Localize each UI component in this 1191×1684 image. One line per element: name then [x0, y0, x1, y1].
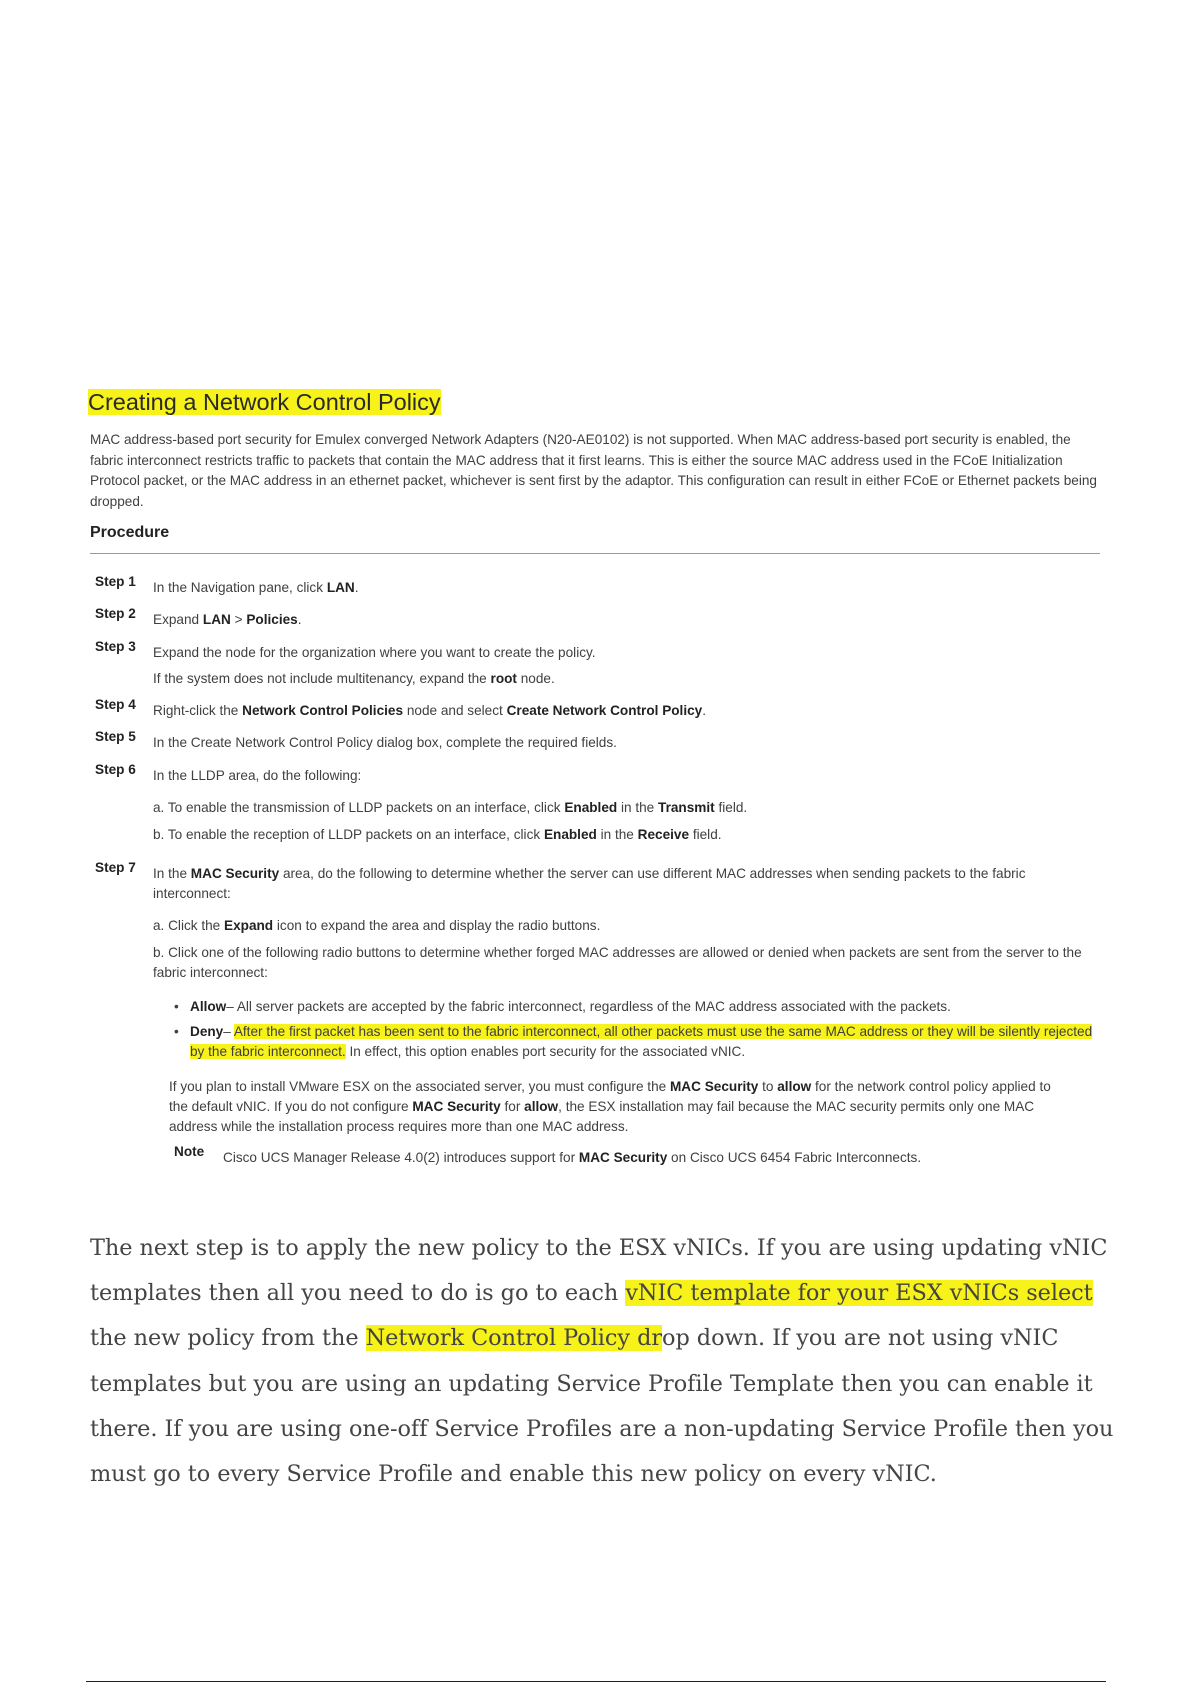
footer-rule: [86, 1681, 1106, 1682]
bullet-allow: • Allow– All server packets are accepted by the fabric interconnect, regardless of the MAC address associated with the packets.: [190, 997, 1100, 1017]
bullet-icon: •: [174, 1024, 179, 1039]
step-text: Expand the node for the organization where you want to create the policy.: [153, 645, 596, 660]
highlight-vnic-template: vNIC template for your ESX vNICs select: [625, 1280, 1093, 1307]
step-6-sub-b: b. To enable the reception of LLDP packets on an interface, click Enabled in the Receive field.: [153, 827, 722, 842]
step-text: Right-click the Network Control Policies node and select Create Network Control Policy.: [153, 703, 707, 718]
body-paragraph: The next step is to apply the new policy to the ESX vNICs. If you are using updating vNIC templates then all you need to do is go to each vNIC template for your ESX vNICs select the new policy from the Network Control Policy drop down. If you are not using vNIC templates but you are using an updating Service Profile Template then you can enable it there. If you are using one-off Service Profiles are a non-updating Service Profile then you must go to every Service Profile and enable this new policy on every vNIC.: [90, 1235, 1114, 1488]
bullet-deny: • Deny– After the first packet has been sent to the fabric interconnect, all other packets must use the same MAC address or they will be silently rejected by the fabric interconnect. In effect, this option enables port security for the associated vNIC.: [174, 1024, 1093, 1059]
title-highlight: Creating a Network Control Policy: [88, 389, 441, 415]
divider: [90, 553, 1100, 554]
esx-paragraph: If you plan to install VMware ESX on the associated server, you must configure the MAC Security to allow for the network control policy applied to the default vNIC. If you do not configure MAC Security for allow, the ESX installation may fail because the MAC security permits only one MAC address while the installation process requires more than one MAC address.: [169, 1079, 1051, 1134]
step-label: Step 7: [95, 860, 136, 875]
step-text: In the Navigation pane, click LAN.: [153, 580, 359, 595]
note-text: Cisco UCS Manager Release 4.0(2) introduces support for MAC Security on Cisco UCS 6454 Fabric Interconnects.: [223, 1150, 922, 1165]
step-label: Step 3: [95, 639, 136, 654]
step-label: Step 1: [95, 574, 136, 589]
step-label: Step 5: [95, 729, 136, 744]
step-label: Step 2: [95, 606, 136, 621]
step-label: Step 6: [95, 762, 136, 777]
step-6-sub-a: a. To enable the transmission of LLDP packets on an interface, click Enabled in the Transmit field.: [153, 800, 748, 815]
step-text: In the Create Network Control Policy dialog box, complete the required fields.: [153, 735, 617, 750]
step-text: Expand LAN > Policies.: [153, 612, 302, 627]
step-7: [95, 860, 1105, 908]
step-label: Step 4: [95, 697, 136, 712]
page-title: [88, 388, 441, 416]
step-7-sub-b: b. Click one of the following radio buttons to determine whether forged MAC addresses are allowed or denied when packets are sent from the server to the fabric interconnect:: [153, 945, 1082, 980]
deny-highlight: After the first packet has been sent to the fabric interconnect, all other packets must use the same MAC address or they will be silently rejected by the fabric interconnect.: [190, 1024, 1093, 1059]
step-text: If the system does not include multitenancy, expand the root node.: [153, 671, 555, 686]
procedure-heading: Procedure: [90, 524, 170, 541]
step-text: In the MAC Security area, do the following to determine whether the server can use different MAC addresses when sending packets to the fabric interconnect:: [153, 866, 1026, 901]
bullet-icon: •: [174, 999, 179, 1014]
highlight-network-control-policy: Network Control Policy dr: [365, 1325, 663, 1352]
note-label: Note: [174, 1144, 205, 1159]
step-text: In the LLDP area, do the following:: [153, 768, 362, 783]
intro-paragraph: MAC address-based port security for Emulex converged Network Adapters (N20-AE0102) is not supported. When MAC address-based port security is enabled, the fabric interconnect restricts traffic to packets that contain the MAC address that it first learns. This is either the source MAC address used in the FCoE Initialization Protocol packet, or the MAC address in an ethernet packet, whichever is sent first by the adaptor. This configuration can result in either FCoE or Ethernet packets being dropped.: [90, 432, 1097, 509]
step-7-sub-a: a. Click the Expand icon to expand the area and display the radio buttons.: [153, 918, 601, 933]
